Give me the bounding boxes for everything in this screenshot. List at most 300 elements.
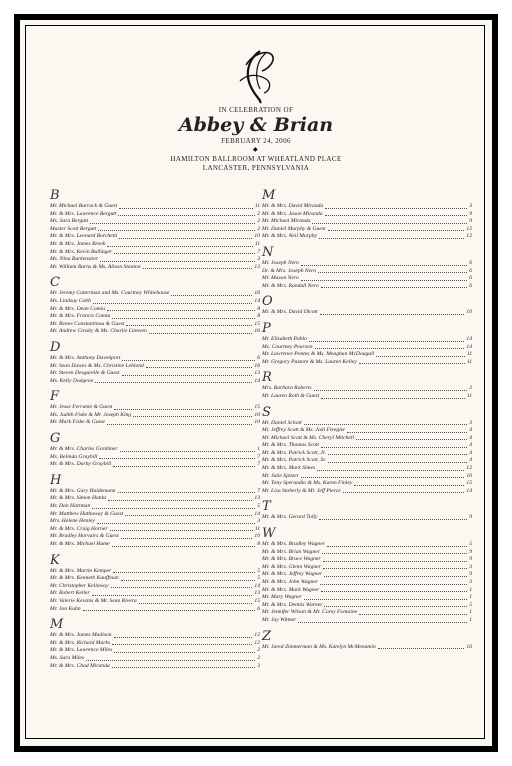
- guest-row: [262, 457, 472, 465]
- dot-leader: [119, 207, 253, 209]
- guest-row: [262, 488, 472, 496]
- guest-row: [262, 309, 472, 317]
- seating-section: [262, 404, 472, 496]
- dot-leader: [118, 491, 256, 493]
- dot-leader: [320, 583, 467, 585]
- table-number: 14: [254, 582, 260, 589]
- guest-row: [262, 465, 472, 473]
- table-number: 1: [469, 616, 472, 623]
- table-number: 6: [257, 354, 260, 361]
- dot-leader: [323, 560, 468, 562]
- guest-row: [262, 393, 472, 401]
- dot-leader: [315, 347, 465, 349]
- dot-leader: [99, 457, 255, 459]
- section-letter: M: [50, 617, 64, 633]
- guest-row: [50, 575, 260, 583]
- table-number: 3: [257, 662, 260, 669]
- guest-name: Mr. & Mrs. Francis Comia: [50, 313, 111, 320]
- dot-leader: [325, 207, 467, 209]
- guest-name: Mr. & Mrs. Charles Gordimer: [50, 446, 118, 453]
- table-number: 11: [254, 203, 260, 209]
- dot-leader: [122, 359, 255, 361]
- dot-leader: [114, 252, 255, 254]
- dot-leader: [92, 594, 253, 596]
- guest-row: [262, 336, 472, 344]
- table-number: 13: [254, 495, 260, 502]
- seating-section: [262, 628, 472, 652]
- table-number: 3: [469, 419, 472, 426]
- table-number: 7: [257, 461, 260, 468]
- guest-name: Mr. Robert Keller: [50, 590, 90, 597]
- dot-leader: [301, 476, 465, 478]
- guest-row: [262, 275, 472, 283]
- guest-name: Mr. & Mrs. Kenneth Kauffman: [50, 575, 119, 582]
- guest-name: Mr. & Mrs. Chad Miranda: [50, 662, 110, 669]
- guest-name: Mr. Jesse Ferrante & Guest: [50, 404, 113, 411]
- guest-name: Mr. & Mrs. Darby Graybill: [50, 461, 112, 468]
- table-number: 4: [469, 442, 472, 449]
- guest-row: [262, 541, 472, 549]
- dot-leader: [321, 446, 467, 448]
- dot-leader: [98, 229, 255, 231]
- dot-leader: [111, 586, 253, 588]
- guest-name: Mr. Jeremy Catterman and Ms. Courtney Whitehouse: [50, 290, 170, 297]
- table-number: 11: [254, 240, 260, 247]
- guest-row: [262, 549, 472, 557]
- guest-row: [50, 363, 260, 371]
- table-number: 12: [254, 639, 260, 646]
- guest-row: [262, 385, 472, 393]
- guest-name: Mr. & Mrs. Leonard Borchetti: [50, 233, 118, 240]
- table-number: 11: [254, 525, 260, 532]
- guest-name: Mr. Bradley Horvairs & Guest: [50, 533, 119, 540]
- diamond-ornament-icon: ◆: [253, 146, 258, 153]
- table-number: 4: [469, 449, 472, 456]
- section-letter: G: [50, 431, 61, 447]
- guest-name: Mr. Lawrence Pontes & Ms. Meaghan McDougall: [262, 351, 375, 358]
- guest-name: Mr. & Mrs. Jeffrey Wagner: [262, 571, 323, 578]
- venue-name: HAMILTON BALLROOM AT WHEATLAND PLACE: [170, 155, 342, 163]
- dot-leader: [321, 397, 465, 399]
- guest-row: [50, 211, 260, 219]
- table-number: 1: [469, 609, 472, 616]
- table-number: 2: [257, 210, 260, 217]
- dot-leader: [149, 332, 253, 334]
- guest-row: [50, 495, 260, 503]
- guest-row: [262, 283, 472, 291]
- seating-section: [50, 552, 260, 614]
- celebration-line: IN CELEBRATION OF: [218, 106, 294, 114]
- table-number: 5: [257, 575, 260, 582]
- guest-name: Mr. Renee Constantinou & Guest: [50, 320, 125, 327]
- table-number: 1: [469, 586, 472, 593]
- guest-row: [50, 663, 260, 671]
- guest-name: Mr. Matthew Hathaway & Guest: [50, 510, 124, 517]
- table-number: 4: [469, 434, 472, 441]
- guest-name: Mr. & Mrs. Patrick Scott, Sr.: [262, 457, 327, 464]
- dot-leader: [323, 567, 467, 569]
- table-number: 16: [254, 328, 260, 335]
- table-number: 3: [257, 518, 260, 525]
- table-number: 13: [254, 590, 260, 597]
- guest-row: [50, 526, 260, 534]
- dot-leader: [107, 423, 253, 425]
- guest-row: [50, 218, 260, 226]
- dot-leader: [86, 659, 255, 661]
- guest-name: Mr. & Mrs. Bruce Wagner: [262, 556, 321, 563]
- guest-row: [262, 218, 472, 226]
- guest-name: Mr. Jennifer Wilson & Mr. Corey Fontaine: [262, 609, 358, 616]
- seating-section: [50, 190, 260, 271]
- guest-name: Ms. Kelly Dodgeon: [50, 377, 94, 384]
- guest-name: Mr. & Mrs. John Wagner: [262, 579, 319, 585]
- dot-leader: [298, 621, 467, 623]
- table-number: 14: [254, 377, 260, 384]
- guest-name: Mr. & Mrs. Michael Hume: [50, 541, 110, 547]
- table-number: 3: [469, 563, 472, 570]
- table-number: 10: [254, 533, 260, 540]
- dot-leader: [324, 605, 467, 607]
- dot-leader: [118, 214, 255, 216]
- event-date: FEBRUARY 24, 2006: [221, 137, 291, 145]
- table-number: 2: [257, 218, 260, 225]
- guest-row: [50, 419, 260, 427]
- dot-leader: [107, 309, 255, 311]
- dot-leader: [121, 579, 256, 581]
- guest-name: Mr. Lisa Stoberly & Mr. Jeff Pierce: [262, 487, 341, 494]
- guest-row: [50, 226, 260, 234]
- guest-row: [50, 328, 260, 336]
- guest-name: Mr. & Mrs. Gerard Tully: [262, 514, 318, 521]
- dot-leader: [312, 222, 467, 224]
- table-number: 10: [466, 309, 472, 316]
- guest-row: [50, 454, 260, 462]
- dot-leader: [107, 245, 252, 247]
- guest-name: Mr. & Mrs. Thomas Scott: [262, 442, 319, 449]
- table-number: 9: [469, 218, 472, 225]
- table-number: 12: [466, 465, 472, 472]
- guest-name: Mr. Mason Nero: [262, 275, 299, 282]
- guest-row: [262, 556, 472, 564]
- table-number: 13: [254, 370, 260, 377]
- dot-leader: [125, 514, 252, 516]
- guest-row: [50, 203, 260, 211]
- table-number: 16: [466, 643, 472, 650]
- seating-section: [262, 190, 472, 241]
- dot-leader: [319, 237, 464, 239]
- table-number: 9: [469, 210, 472, 217]
- dot-leader: [97, 522, 255, 524]
- table-number: 8: [257, 541, 260, 547]
- seating-column-right: [262, 190, 472, 657]
- guest-name: Mr. & Mrs. Neil Murphy: [262, 233, 318, 240]
- guest-name: Mr. Jared Zimmerman & Ms. Katelyn McMenamin: [262, 643, 376, 650]
- table-number: 16: [254, 290, 260, 297]
- guest-row: [262, 644, 472, 652]
- guest-name: Mr. Andrew Crosby & Ms. Charlie Lintwen: [50, 328, 147, 335]
- table-number: 8: [257, 313, 260, 320]
- section-letter: R: [262, 370, 272, 386]
- table-number: 1: [469, 594, 472, 601]
- guest-row: [50, 241, 260, 249]
- guest-name: Mr. Dan Hartman: [50, 503, 91, 510]
- couple-names: Abbey & Brian: [178, 114, 334, 136]
- table-number: 10: [254, 419, 260, 426]
- guest-row: [262, 480, 472, 488]
- table-number: 5: [469, 541, 472, 548]
- guest-row: [50, 533, 260, 541]
- dot-leader: [347, 431, 467, 433]
- guest-name: Ms. Sara Bergutt: [50, 218, 89, 225]
- guest-name: Mr. & Mrs. Martin Kemper: [50, 567, 112, 574]
- guest-row: [262, 609, 472, 617]
- section-letter: K: [50, 552, 60, 568]
- guest-name: Mr. Michael Miranda: [262, 218, 311, 225]
- seating-section: [262, 296, 472, 317]
- table-number: 5: [469, 601, 472, 608]
- dot-leader: [321, 286, 468, 288]
- dot-leader: [114, 651, 255, 653]
- guest-row: [262, 514, 472, 522]
- dot-leader: [108, 499, 252, 501]
- guest-row: [50, 355, 260, 363]
- guest-row: [50, 518, 260, 526]
- guest-row: [50, 446, 260, 454]
- dot-leader: [114, 408, 252, 410]
- table-number: 3: [469, 579, 472, 585]
- table-number: 2: [257, 654, 260, 661]
- dot-leader: [356, 438, 467, 440]
- guest-name: Mr. Daniel Murphy & Guest: [262, 225, 326, 232]
- dot-leader: [301, 264, 467, 266]
- guest-name: Mr. & Mrs. Jason Miranda: [262, 210, 323, 217]
- table-number: 2: [257, 647, 260, 654]
- guest-name: Mr. & Mrs. Mark Wagner: [262, 586, 320, 593]
- guest-name: Mr. & Mrs. Craig Horner: [50, 525, 108, 532]
- guest-row: [262, 594, 472, 602]
- section-letter: S: [262, 404, 271, 420]
- guest-name: Mr. Michael Barrack & Guest: [50, 203, 118, 209]
- table-number: 14: [466, 343, 472, 350]
- guest-row: [262, 226, 472, 234]
- dot-leader: [324, 575, 467, 577]
- dot-leader: [95, 381, 252, 383]
- guest-row: [50, 264, 260, 272]
- table-number: 14: [466, 335, 472, 342]
- guest-name: Mrs. Barbara Roberts: [262, 385, 312, 392]
- section-letter: C: [50, 275, 60, 291]
- guest-name: Mr. Joseph Nero: [262, 259, 299, 266]
- guest-name: Mr. & Mrs. Patrick Scott, Jr.: [262, 449, 326, 456]
- dot-leader: [317, 469, 464, 471]
- dot-leader: [113, 465, 255, 467]
- dot-leader: [359, 613, 467, 615]
- guest-name: Mr. Gregory Pastore & Ms. Lauren Kelley: [262, 358, 357, 365]
- guest-row: [50, 590, 260, 598]
- section-letter: M: [262, 188, 276, 203]
- guest-row: [262, 260, 472, 268]
- table-number: 16: [254, 362, 260, 369]
- guest-row: [50, 321, 260, 329]
- guest-name: Ms. Lindsay Cobb: [50, 297, 91, 304]
- dot-leader: [321, 590, 467, 592]
- guest-name: Mr. Daniel Schott: [262, 419, 302, 426]
- section-letter: Z: [262, 628, 272, 644]
- dot-leader: [328, 461, 467, 463]
- guest-name: Mr. & Mrs. David Olcott: [262, 309, 318, 316]
- section-letter: H: [50, 472, 62, 488]
- table-number: 10: [254, 411, 260, 418]
- guest-row: [50, 632, 260, 640]
- guest-row: [262, 435, 472, 443]
- guest-row: [50, 378, 260, 386]
- dot-leader: [304, 423, 468, 425]
- guest-row: [262, 268, 472, 276]
- dot-leader: [378, 647, 465, 649]
- dot-leader: [309, 340, 465, 342]
- dot-leader: [112, 545, 256, 547]
- table-number: 6: [469, 282, 472, 289]
- table-number: 4: [469, 457, 472, 464]
- guest-name: Mr. & Mrs. Richard Marks: [50, 639, 111, 646]
- guest-row: [50, 503, 260, 511]
- guest-name: Mr. & Mrs. Dennis Warner: [262, 601, 323, 608]
- guest-row: [50, 256, 260, 264]
- dot-leader: [90, 222, 255, 224]
- guest-name: Dr. & Mrs. Joseph Nero: [262, 267, 316, 274]
- dot-leader: [92, 507, 255, 509]
- table-number: 16: [466, 472, 472, 479]
- guest-name: Mr. & Mrs. Randall Nero: [262, 282, 319, 289]
- guest-name: Mr. Julie Spitzer: [262, 472, 299, 479]
- table-number: 3: [257, 256, 260, 263]
- seating-section: [50, 433, 260, 469]
- table-number: 11: [466, 358, 472, 365]
- dot-leader: [322, 552, 467, 554]
- dot-leader: [119, 237, 252, 239]
- guest-name: Mr. & Mrs. Anthony Davenport: [50, 354, 121, 361]
- guest-name: Mr. Jay Witmer: [262, 616, 297, 623]
- table-number: 9: [469, 514, 472, 521]
- dot-leader: [143, 267, 253, 269]
- dot-leader: [112, 317, 255, 319]
- guest-row: [50, 290, 260, 298]
- guest-name: Mr. Valerie Kessins & Mr. Sean Rivera: [50, 597, 137, 604]
- guest-row: [50, 313, 260, 321]
- guest-name: Mr. & Mrs. Gary Haldemann: [50, 487, 116, 494]
- guest-name: Mr. Jeffrey Scott & Ms. Jodi Fleegler: [262, 427, 346, 434]
- table-number: 6: [469, 259, 472, 266]
- dot-leader: [325, 214, 468, 216]
- guest-name: Mr. & Mrs. Kevin Bullinger: [50, 248, 113, 255]
- seating-section: [262, 528, 472, 625]
- table-number: 14: [254, 510, 260, 517]
- dot-leader: [314, 389, 468, 391]
- seating-section: [50, 277, 260, 336]
- guest-row: [50, 412, 260, 420]
- dot-leader: [318, 271, 467, 273]
- guest-row: [262, 233, 472, 241]
- dot-leader: [120, 450, 256, 452]
- seating-section: [50, 472, 260, 549]
- seating-section: [262, 244, 472, 290]
- guest-name: Mr. William Burns & Ms. Alison Stanton: [50, 263, 141, 270]
- table-number: 2: [469, 385, 472, 392]
- dot-leader: [139, 602, 253, 604]
- table-number: 15: [254, 320, 260, 327]
- table-number: 14: [466, 487, 472, 494]
- dot-leader: [93, 302, 253, 304]
- guest-name: Ms. Belinda Graybill: [50, 453, 98, 460]
- guest-row: [262, 420, 472, 428]
- guest-name: Mr. Mark Fiske & Guest: [50, 419, 105, 426]
- guest-row: [262, 203, 472, 211]
- dot-leader: [126, 324, 252, 326]
- guest-row: [262, 587, 472, 595]
- guest-name: Mr. & Mrs. Lawrence Bergutt: [50, 210, 117, 217]
- guest-row: [262, 617, 472, 625]
- guest-row: [262, 351, 472, 359]
- table-number: 15: [466, 480, 472, 487]
- guest-row: [262, 211, 472, 219]
- table-number: 9: [469, 571, 472, 578]
- dot-leader: [122, 374, 253, 376]
- dot-leader: [110, 529, 253, 531]
- guest-row: [262, 473, 472, 481]
- section-letter: T: [262, 499, 271, 515]
- section-letter: F: [50, 389, 60, 405]
- dot-leader: [113, 571, 255, 573]
- guest-row: [50, 598, 260, 606]
- guest-row: [50, 511, 260, 519]
- seating-section: [262, 501, 472, 522]
- guest-name: Mr. & Mrs. Dean Comia: [50, 305, 106, 312]
- table-number: 6: [469, 275, 472, 282]
- dot-leader: [100, 260, 255, 262]
- guest-name: Mr. & Mrs. James Brook: [50, 240, 106, 247]
- guest-name: Ms. Sara Miles: [50, 654, 85, 661]
- seating-section: [50, 391, 260, 427]
- table-number: 9: [469, 548, 472, 555]
- guest-row: [50, 370, 260, 378]
- table-number: 12: [466, 233, 472, 240]
- guest-name: Mr. Michael Scott & Ms. Cheryl Mitchell: [262, 434, 354, 441]
- table-number: 7: [257, 248, 260, 255]
- table-number: 1: [257, 446, 260, 453]
- guest-row: [50, 541, 260, 549]
- table-number: 7: [257, 487, 260, 494]
- guest-row: [50, 488, 260, 496]
- guest-row: [50, 404, 260, 412]
- guest-row: [262, 579, 472, 587]
- guest-name: Mr. Tony Sperandio & Ms. Karen Finley: [262, 480, 353, 487]
- dot-leader: [112, 643, 252, 645]
- guest-row: [50, 461, 260, 469]
- guest-row: [50, 640, 260, 648]
- dot-leader: [328, 453, 467, 455]
- table-number: 14: [254, 297, 260, 304]
- section-letter: D: [50, 339, 61, 355]
- guest-name: Mr. & Mrs. Mark Simes: [262, 465, 316, 472]
- guest-name: Ms. Judith Fiske & Mr. Joseph King: [50, 411, 132, 418]
- guest-row: [262, 344, 472, 352]
- dot-leader: [319, 518, 467, 520]
- table-number: 15: [254, 597, 260, 604]
- guest-name: Mrs. Helene Henley: [50, 518, 95, 525]
- table-number: 11: [466, 392, 472, 399]
- guest-name: Master Scott Bergutt: [50, 225, 97, 232]
- table-number: 11: [466, 351, 472, 358]
